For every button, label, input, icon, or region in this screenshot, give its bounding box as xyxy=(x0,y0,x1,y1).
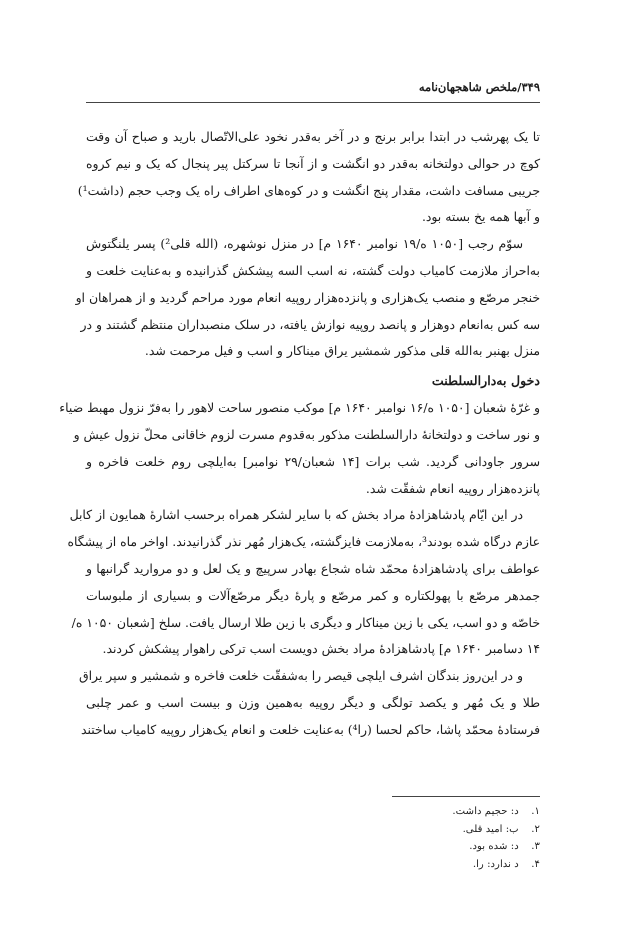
text-line: منزل بهنبر به‌الله قلی مذکور شمشیر یراق میناکار و اسب و فیل مرحمت شد. xyxy=(144,343,540,359)
text-line: جریبی مسافت داشت، مقدار پنج انگشت و در کوه‌های اطراف راه یک وجب حجم (داشت¹) xyxy=(77,182,540,198)
text-line: سرور جاودانی گردید. شب برات [۱۴ شعبان/۲۹ نوامبر] به‌ایلچی روم خلعت فاخره و xyxy=(86,453,541,469)
footnote-item xyxy=(240,856,540,874)
text-line: سوّم رجب [۱۰۵۰ ه/۱۹ نوامبر ۱۶۴۰ م] در منزل نوشهره، (الله قلی²) پسر یلنگتوش xyxy=(86,236,524,252)
text-line: طلا و یک مُهر و یکصد تولگی و دیگر روپیه به‌همین وزن و بیست اسب و عمر چلبی xyxy=(86,694,540,710)
footnote-number: ۴. xyxy=(531,858,540,870)
text-line: و نور ساخت و دولتخانهٔ دارالسلطنت مذکور به‌قدوم مسرت لزوم خاقانی محلّ نزول عیش و xyxy=(73,426,540,442)
footnote-item xyxy=(240,803,540,821)
text-line: خنجر مرصّع و منصب یک‌هزاری و پانزده‌هزار روپیه انعام مورد مراحم گردید و از همراهان او xyxy=(75,289,540,305)
paragraph-4 xyxy=(67,502,540,663)
paragraph-2 xyxy=(75,231,540,365)
footnote-text: د ندارد: را. xyxy=(472,858,519,870)
text-line: در این ایّام پادشاهزادهٔ مراد بخش که با سایر لشکر همراه برحسب اشارهٔ همایون از کابل xyxy=(69,507,523,523)
footnote-item xyxy=(240,838,540,856)
text-line: ۱۴ دسامبر ۱۶۴۰ م] پادشاهزادهٔ مراد بخش دویست اسب ترکی راهوار پیشکش کردند. xyxy=(102,641,540,657)
footnote-number: ۳. xyxy=(531,841,540,852)
text-line: پانزده‌هزار روپیه انعام شفقّت شد. xyxy=(365,480,540,496)
text-line: و در این‌روز بندگان اشرف ایلچی قیصر را به‌شفقّت خلعت فاخره و شمشیر و سپر یراق xyxy=(78,668,523,684)
footnote-number: ۲. xyxy=(531,823,540,835)
text-line: فرستادهٔ محمّد پاشا، حاکم لحسا (را⁴) به‌عنایت خلعت و انعام یک‌هزار روپیه کامیاب ساختند xyxy=(80,721,540,737)
page-body xyxy=(59,124,541,744)
footnote-number: ۱. xyxy=(531,806,540,817)
footnote-text: د: حجیم داشت. xyxy=(452,806,519,817)
text-line: و غرّهٔ شعبان [۱۰۵۰ ه/۱۶ نوامبر ۱۶۴۰ م] موکب منصور ساحت لاهور را به‌فرّ نزول مهبط ضیاء xyxy=(59,400,540,416)
footnote-item xyxy=(240,821,540,839)
footnotes xyxy=(240,803,540,873)
footnote-divider xyxy=(392,796,540,797)
running-title: ۳۴۹/ملخص شاهجهان‌نامه xyxy=(418,80,540,94)
text-line: به‌احراز ملازمت کامیاب دولت گشته، نه اسب السه پیشکش گذرانیده و به‌عنایت خلعت و xyxy=(86,262,540,278)
text-line: عازم درگاه شده بودند³، به‌ملازمت فایزگشته، یک‌هزار مُهر نذر گذرانیدند. اواخر ماه از پیشگاه xyxy=(67,534,540,550)
footnote-text: ب: امید قلی. xyxy=(462,823,519,835)
text-line: کوچ در حوالی دولتخانه به‌قدر دو انگشت و از آنجا تا سرکتل پیر پنجال که یک و نیم کروه xyxy=(86,155,540,171)
footnote-text: د: شده بود. xyxy=(469,841,519,852)
text-line: خاصّه و دو اسب، یکی با زین میناکار و دیگری با زین طلا ارسال یافت. سلخ [شعبان ۱۰۵۰ ه/ xyxy=(71,614,540,630)
paragraph-3 xyxy=(59,395,541,502)
running-header xyxy=(86,80,540,103)
paragraph-1 xyxy=(77,124,540,231)
text-line: سه کس به‌انعام دوهزار و پانصد روپیه نوازش یافته، در سلک منصبداران منتظم گشتند و در xyxy=(80,316,540,332)
text-line: عواطف برای پادشاهزادهٔ محمّد شاه شجاع بهادر سرپیچ و یک لعل و دو مروارید گرانبها و xyxy=(86,560,540,576)
text-line: و آبها همه یخ بسته بود. xyxy=(421,209,540,225)
text-line: جمدهر مرصّع با پهولکتاره و کمر مرصّع و پارهٔ دیگر مرصّع‌آلات و بسیاری از ملبوسات xyxy=(86,587,540,603)
paragraph-5 xyxy=(78,663,540,743)
section-heading: دخول به‌دارالسلطنت xyxy=(431,373,540,389)
text-line: تا یک پهرشب در ابتدا برابر برنج و در آخر به‌قدر نخود علی‌الاتّصال بارید و صباح آن وقت xyxy=(86,129,540,144)
